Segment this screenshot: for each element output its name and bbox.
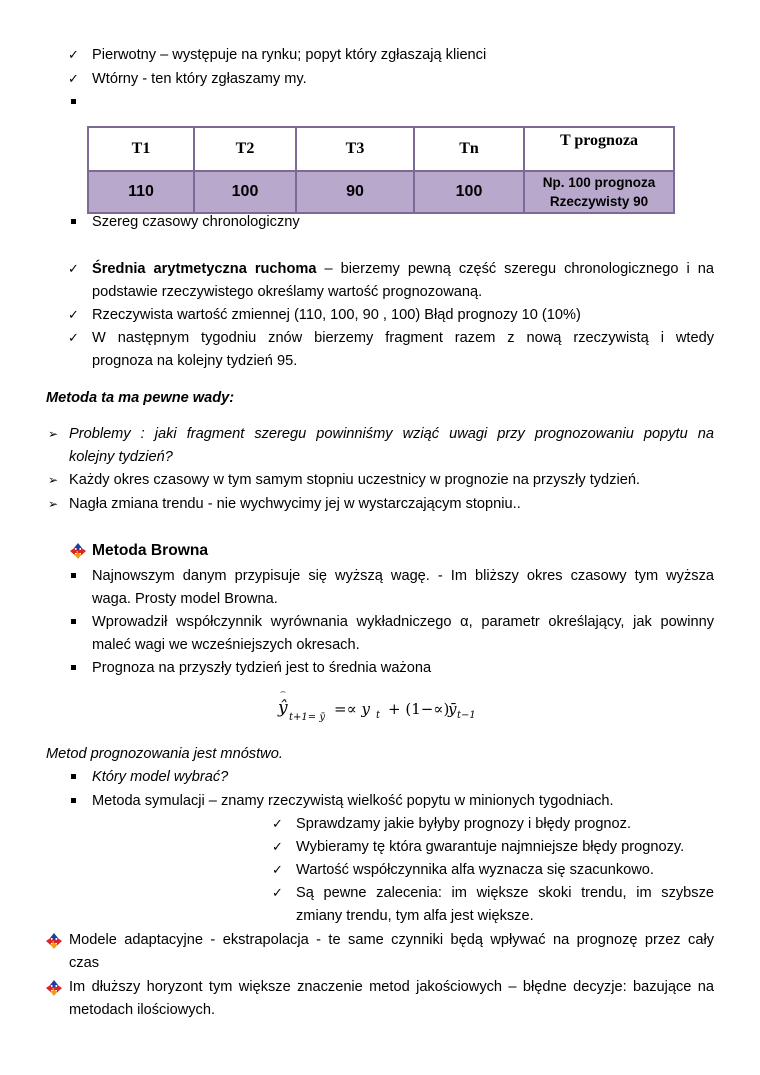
table-header-cell: Tn bbox=[414, 127, 524, 171]
sim-step-3: Wartość współczynnika alfa wyznacza się szacunkowo. bbox=[296, 862, 654, 878]
brown-b2-line1: Wprowadził współczynnik wyrównania wykładniczego α, parametr określający, jak powinny bbox=[92, 614, 714, 630]
forecast-cell bbox=[524, 171, 674, 213]
problem-line2: kolejny tydzień? bbox=[69, 449, 173, 465]
series-text: Szereg czasowy chronologiczny bbox=[92, 214, 300, 230]
formula-ybar: ȳ bbox=[448, 700, 457, 718]
simulation-method-text: Metoda symulacji – znamy rzeczywistą wielkość popytu w minionych tygodniach. bbox=[92, 793, 614, 809]
check-icon: ✓ bbox=[272, 863, 283, 878]
formula-lhs-sub: t+1= ȳ bbox=[289, 712, 325, 723]
square-bullet-icon bbox=[71, 665, 76, 670]
adaptive-line1: Modele adaptacyjne - ekstrapolacja - te same czynniki będą wpływać na prognozę przez cały bbox=[69, 932, 714, 948]
square-bullet-icon bbox=[71, 774, 76, 779]
check-icon: ✓ bbox=[272, 886, 283, 901]
check-icon: ✓ bbox=[68, 308, 79, 323]
formula-y-hat: ŷ bbox=[278, 698, 288, 718]
table-header-row bbox=[88, 127, 674, 171]
check-icon: ✓ bbox=[68, 262, 79, 277]
sim-step-4-line2: zmiany trendu, tym alfa jest większe. bbox=[296, 908, 534, 924]
formula-alpha-y: =∝ y bbox=[334, 700, 370, 718]
table-header-cell: T3 bbox=[296, 127, 414, 171]
formula-ybar-sub: t−1 bbox=[457, 710, 476, 721]
table-header-cell: T2 bbox=[194, 127, 296, 171]
table-cell: 100 bbox=[194, 171, 296, 213]
next-week-line2: prognoza na kolejny tydzień 95. bbox=[92, 353, 298, 369]
brown-heading: Metoda Browna bbox=[92, 542, 209, 559]
table-cell: 100 bbox=[414, 171, 524, 213]
moving-average-term: Średnia arytmetyczna ruchoma bbox=[92, 261, 317, 277]
table-row bbox=[88, 171, 674, 213]
problem-line1: Problemy : jaki fragment szeregu powinniśmy wziąć uwagi przy prognozowaniu popytu na bbox=[69, 426, 714, 442]
forecast-line: Np. 100 prognoza bbox=[542, 175, 656, 190]
primary-demand-text: Pierwotny – występuje na rynku; popyt który zgłaszają klienci bbox=[92, 47, 487, 63]
table-header-cell: T prognoza bbox=[524, 127, 674, 171]
horizon-line1: Im dłuższy horyzont tym większe znaczenie metod jakościowych – błędne decyzje: bazujące na bbox=[69, 979, 714, 995]
brown-b1-line1: Najnowszym danym przypisuje się wyższą wagę. - Im bliższy okres czasowy tym wyższa bbox=[92, 568, 714, 584]
formula-hat-mark: ⌢ bbox=[280, 687, 286, 697]
square-bullet-icon bbox=[71, 99, 76, 104]
actual-line: Rzeczywisty 90 bbox=[549, 194, 649, 209]
table-cell: 110 bbox=[88, 171, 194, 213]
table-header-cell: T1 bbox=[88, 127, 194, 171]
table-cell: 90 bbox=[296, 171, 414, 213]
check-icon: ✓ bbox=[68, 72, 79, 87]
check-icon: ✓ bbox=[68, 331, 79, 346]
secondary-demand-text: Wtórny - ten który zgłaszamy my. bbox=[92, 71, 307, 87]
drawbacks-heading: Metoda ta ma pewne wady: bbox=[46, 390, 235, 406]
brown-b3: Prognoza na przyszły tydzień jest to średnia ważona bbox=[92, 660, 432, 676]
check-icon: ✓ bbox=[272, 840, 283, 855]
drawback-trend: Nagła zmiana trendu - nie wychwycimy jej w wystarczającym stopniu.. bbox=[69, 496, 521, 512]
arrow-bullet-icon: ➢ bbox=[48, 497, 59, 511]
sim-step-2: Wybieramy tę która gwarantuje najmniejsze błędy prognozy. bbox=[296, 839, 685, 855]
brown-b1-line2: waga. Prosty model Browna. bbox=[92, 591, 278, 607]
moving-average-rest: – bierzemy pewną część szeregu chronologicznego i na bbox=[316, 261, 715, 277]
arrow-bullet-icon: ➢ bbox=[48, 427, 59, 441]
colored-arrows-icon bbox=[46, 933, 62, 949]
drawback-equal-weight: Każdy okres czasowy w tym samym stopniu uczestnicy w prognozie na przyszły tydzień. bbox=[69, 472, 640, 488]
adaptive-line2: czas bbox=[69, 955, 100, 971]
square-bullet-icon bbox=[71, 573, 76, 578]
colored-arrows-icon bbox=[70, 543, 86, 559]
actual-value-text: Rzeczywista wartość zmiennej (110, 100, 90 , 100) Błąd prognozy 10 (10%) bbox=[92, 307, 581, 323]
methods-heading: Metod prognozowania jest mnóstwo. bbox=[46, 746, 283, 762]
forecast-table bbox=[87, 126, 675, 214]
formula-y-sub: t bbox=[376, 710, 381, 721]
square-bullet-icon bbox=[71, 619, 76, 624]
arrow-bullet-icon: ➢ bbox=[48, 473, 59, 487]
formula-plus: + (1−∝) bbox=[388, 700, 450, 718]
check-icon: ✓ bbox=[272, 817, 283, 832]
sim-step-1: Sprawdzamy jakie byłyby prognozy i błędy prognoz. bbox=[296, 816, 632, 832]
moving-average-line1 bbox=[92, 258, 714, 281]
which-model-text: Który model wybrać? bbox=[92, 769, 229, 785]
square-bullet-icon bbox=[71, 798, 76, 803]
brown-b2-line2: maleć wagi we wcześniejszych okresach. bbox=[92, 637, 360, 653]
sim-step-4-line1: Są pewne zalecenia: im większe skoki trendu, im szybsze bbox=[296, 885, 714, 901]
moving-average-line2: podstawie rzeczywistego określamy wartość prognozowaną. bbox=[92, 284, 483, 300]
horizon-line2: metodach ilościowych. bbox=[69, 1002, 216, 1018]
next-week-line1: W następnym tygodniu znów bierzemy fragment razem z nową rzeczywistą i wtedy bbox=[92, 330, 714, 346]
check-icon: ✓ bbox=[68, 48, 79, 63]
exponential-smoothing-formula bbox=[278, 687, 498, 730]
colored-arrows-icon bbox=[46, 980, 62, 996]
square-bullet-icon bbox=[71, 219, 76, 224]
